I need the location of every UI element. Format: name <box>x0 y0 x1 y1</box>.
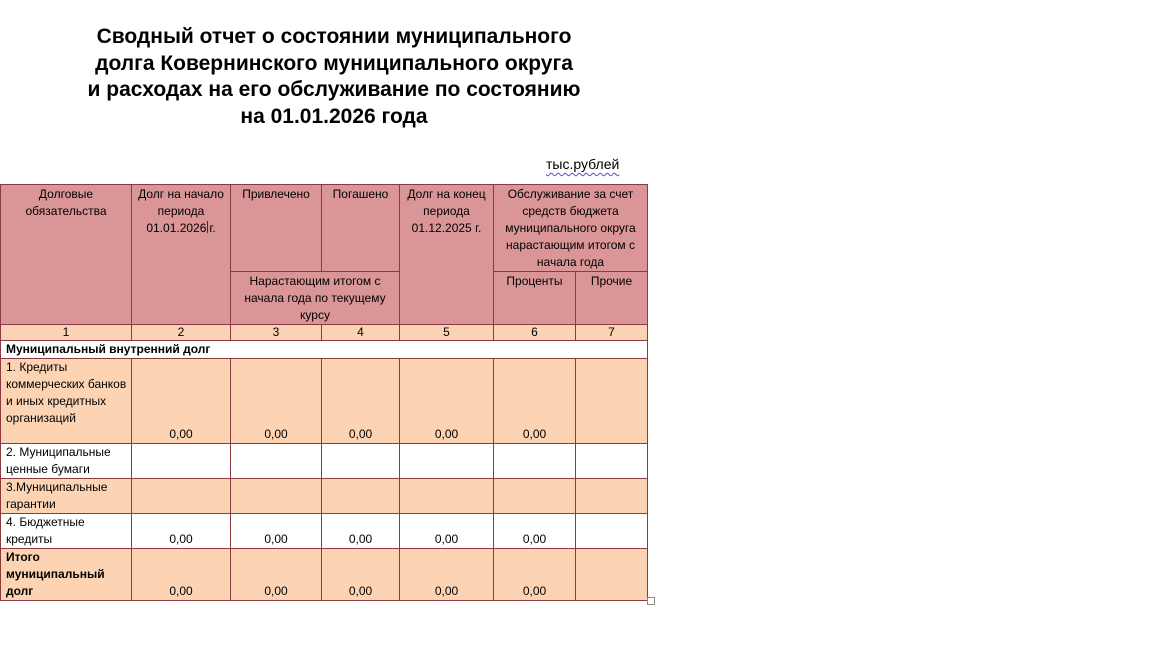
header-interest[interactable]: Проценты <box>494 272 576 325</box>
total-label[interactable]: Итого муниципальный долг <box>1 549 132 601</box>
table-resize-handle[interactable] <box>647 597 655 605</box>
table-cell[interactable]: 0,00 <box>322 549 400 601</box>
row-label[interactable]: 4. Бюджетные кредиты <box>1 514 132 549</box>
column-number[interactable]: 3 <box>231 325 322 341</box>
column-number[interactable]: 4 <box>322 325 400 341</box>
header-repaid[interactable]: Погашено <box>322 185 400 272</box>
table-cell[interactable] <box>322 444 400 479</box>
table-cell[interactable]: 0,00 <box>231 549 322 601</box>
table-cell[interactable]: 0,00 <box>494 514 576 549</box>
column-number[interactable]: 5 <box>400 325 494 341</box>
table-cell[interactable] <box>132 479 231 514</box>
header-raised[interactable]: Привлечено <box>231 185 322 272</box>
header-other[interactable]: Прочие <box>576 272 648 325</box>
row-label[interactable]: 1. Кредиты коммерческих банков и иных кредитных организаций <box>1 359 132 444</box>
table-cell[interactable] <box>576 444 648 479</box>
table-cell[interactable]: 0,00 <box>231 514 322 549</box>
column-number[interactable]: 2 <box>132 325 231 341</box>
table-cell[interactable]: 0,00 <box>400 359 494 444</box>
table-cell[interactable]: 0,00 <box>322 514 400 549</box>
table-cell[interactable] <box>322 479 400 514</box>
total-row <box>1 549 648 601</box>
table-cell[interactable] <box>576 514 648 549</box>
table-row <box>1 479 648 514</box>
table-cell[interactable] <box>400 444 494 479</box>
header-debt-obligations[interactable]: Долговые обязательства <box>1 185 132 325</box>
table-cell[interactable]: 0,00 <box>494 359 576 444</box>
table-cell[interactable] <box>576 549 648 601</box>
column-number[interactable]: 1 <box>1 325 132 341</box>
header-debt-start-text: Долг на начало периода 01.01.2026 <box>138 187 224 235</box>
row-label[interactable]: 3.Муниципальные гарантии <box>1 479 132 514</box>
table-row <box>1 514 648 549</box>
table-cell[interactable]: 0,00 <box>132 514 231 549</box>
header-debt-end[interactable]: Долг на конец периода 01.12.2025 г. <box>400 185 494 325</box>
section-title[interactable]: Муниципальный внутренний долг <box>1 341 648 359</box>
table-cell[interactable]: 0,00 <box>400 514 494 549</box>
table-cell[interactable]: 0,00 <box>132 549 231 601</box>
table-cell[interactable]: 0,00 <box>322 359 400 444</box>
table-cell[interactable]: 0,00 <box>132 359 231 444</box>
title-line-2: долга Ковернинского муниципального округа <box>95 51 573 75</box>
units-label: тыс.рублей <box>546 156 620 172</box>
table-row <box>1 444 648 479</box>
table-cell[interactable] <box>494 479 576 514</box>
table-cell[interactable] <box>576 479 648 514</box>
header-service[interactable]: Обслуживание за счет средств бюджета муниципального округа нарастающим итогом с начала года <box>494 185 648 272</box>
table-cell[interactable] <box>132 444 231 479</box>
column-number[interactable]: 6 <box>494 325 576 341</box>
title-line-1: Сводный отчет о состоянии муниципального <box>96 25 572 48</box>
table-cell[interactable] <box>231 479 322 514</box>
title-line-4: на 01.01.2026 года <box>240 104 428 128</box>
table-cell[interactable]: 0,00 <box>400 549 494 601</box>
table-cell[interactable] <box>231 444 322 479</box>
table-cell[interactable]: 0,00 <box>231 359 322 444</box>
column-number[interactable]: 7 <box>576 325 648 341</box>
header-debt-start[interactable] <box>132 185 231 325</box>
debt-report-table[interactable] <box>0 184 648 601</box>
table-cell[interactable] <box>400 479 494 514</box>
header-cumulative[interactable]: Нарастающим итогом с начала года по текущему курсу <box>231 272 400 325</box>
title-line-3: и расходах на его обслуживание по состоянию <box>87 78 581 101</box>
header-debt-start-suffix: г. <box>209 221 216 235</box>
report-title <box>40 24 628 130</box>
row-label[interactable]: 2. Муниципальные ценные бумаги <box>1 444 132 479</box>
table-cell[interactable] <box>576 359 648 444</box>
table-cell[interactable] <box>494 444 576 479</box>
table-cell[interactable]: 0,00 <box>494 549 576 601</box>
table-row <box>1 359 648 444</box>
